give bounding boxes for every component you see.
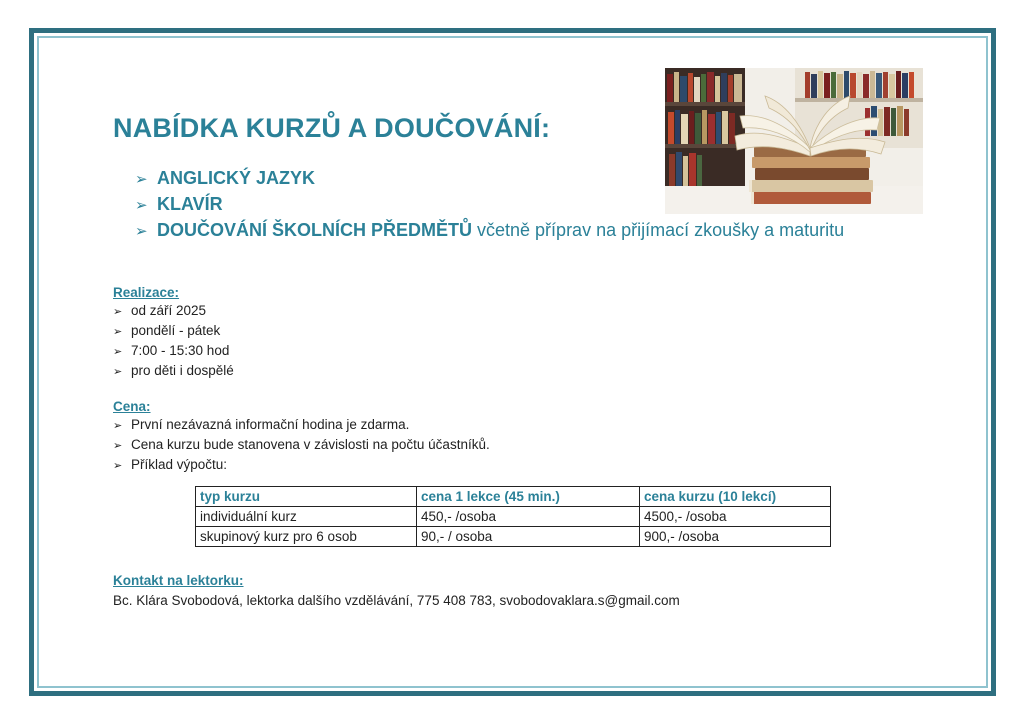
arrow-bullet-icon: ➢ [135,197,148,214]
page-title: NABÍDKA KURZŮ A DOUČOVÁNÍ: [113,113,551,143]
list-item-text: od září 2025 [131,303,207,318]
offer-list [135,168,844,246]
arrow-bullet-icon: ➢ [113,326,123,338]
table-header-row [196,487,831,507]
list-item-text: Cena kurzu bude stanovena v závislosti na počtu účastníků. [131,437,490,452]
table-cell: skupinový kurz pro 6 osob [196,527,417,547]
table-row [196,507,831,527]
list-item [113,303,234,323]
list-item [113,363,234,383]
arrow-bullet-icon: ➢ [113,460,123,472]
table-header: cena kurzu (10 lekcí) [640,487,831,507]
realizace-heading: Realizace: [113,285,180,300]
offer-item [135,194,844,220]
list-item-text: pondělí - pátek [131,323,221,338]
offer-item [135,168,844,194]
arrow-bullet-icon: ➢ [113,366,123,378]
table-header: typ kurzu [196,487,417,507]
table-header: cena 1 lekce (45 min.) [417,487,640,507]
table-cell: 450,- /osoba [417,507,640,527]
offer-label: DOUČOVÁNÍ ŠKOLNÍCH PŘEDMĚTŮ [157,220,473,240]
offer-item [135,220,844,246]
arrow-bullet-icon: ➢ [113,306,123,318]
arrow-bullet-icon: ➢ [135,223,148,240]
arrow-bullet-icon: ➢ [113,346,123,358]
cena-heading: Cena: [113,399,151,414]
table-cell: 90,- / osoba [417,527,640,547]
table-cell: individuální kurz [196,507,417,527]
contact-details: Bc. Klára Svobodová, lektorka dalšího vzdělávání, 775 408 783, svobodovaklara.s@gmail.com [113,593,680,608]
list-item-text: pro děti i dospělé [131,363,234,378]
list-item [113,323,234,343]
list-item-text: První nezávazná informační hodina je zdarma. [131,417,410,432]
realizace-list [113,303,234,383]
arrow-bullet-icon: ➢ [113,420,123,432]
offer-note: včetně příprav na přijímací zkoušky a maturitu [477,220,845,240]
list-item-text: Příklad výpočtu: [131,457,228,472]
contact-heading: Kontakt na lektorku: [113,573,244,588]
arrow-bullet-icon: ➢ [135,171,148,188]
list-item-text: 7:00 - 15:30 hod [131,343,230,358]
list-item [113,343,234,363]
offer-label: ANGLICKÝ JAZYK [157,168,316,188]
list-item [113,437,490,457]
arrow-bullet-icon: ➢ [113,440,123,452]
cena-list [113,417,490,477]
table-cell: 900,- /osoba [640,527,831,547]
list-item [113,457,490,477]
table-row [196,527,831,547]
offer-label: KLAVÍR [157,194,223,214]
list-item [113,417,490,437]
table-cell: 4500,- /osoba [640,507,831,527]
price-table [195,486,831,547]
